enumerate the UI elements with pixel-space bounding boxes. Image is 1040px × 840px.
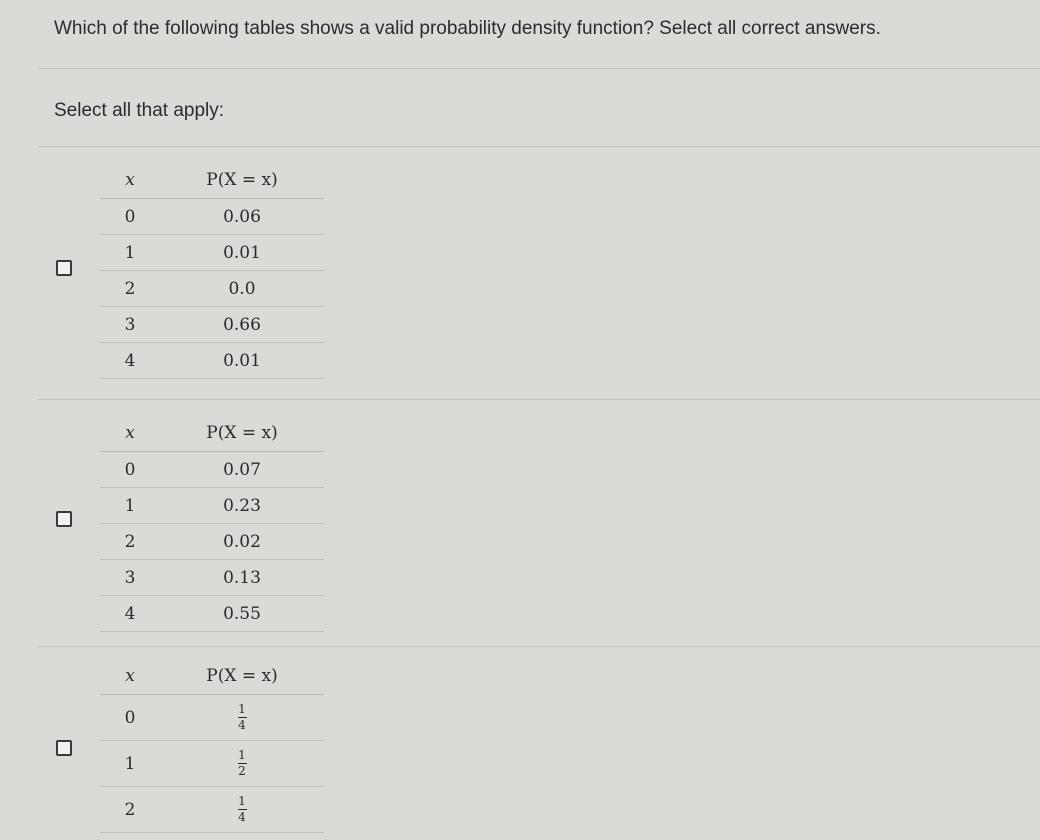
instruction-text: Select all that apply:	[54, 100, 225, 121]
divider	[38, 646, 1040, 647]
fraction-numerator: 1	[238, 702, 246, 716]
header-p: P(X = x)	[160, 415, 324, 452]
fraction-numerator: 1	[238, 748, 246, 762]
answer-option-1[interactable]	[0, 160, 1040, 396]
x-value: 0	[100, 452, 160, 488]
x-value: 4	[100, 343, 160, 379]
p-value: 0.23	[160, 488, 324, 524]
header-p: P(X = x)	[160, 658, 324, 695]
header-x: x	[100, 162, 160, 199]
table-row	[100, 560, 324, 596]
table-row	[100, 524, 324, 560]
fraction-denominator: 4	[238, 718, 246, 732]
table-row	[100, 596, 324, 632]
x-value: 3	[100, 560, 160, 596]
table-row	[100, 307, 324, 343]
x-value: 1	[100, 488, 160, 524]
table-row	[100, 695, 324, 741]
answer-option-2[interactable]	[0, 413, 1040, 645]
p-fraction	[160, 787, 324, 833]
option-1-checkbox[interactable]	[56, 260, 72, 276]
p-value: 0.07	[160, 452, 324, 488]
x-value: 0	[100, 695, 160, 741]
divider	[38, 399, 1040, 400]
answer-option-3[interactable]	[0, 658, 1040, 840]
p-value: 0.66	[160, 307, 324, 343]
p-value: 0.0	[160, 271, 324, 307]
divider	[38, 68, 1040, 69]
x-value: 4	[100, 596, 160, 632]
header-x: x	[100, 415, 160, 452]
option-3-table	[100, 658, 324, 833]
p-value: 0.13	[160, 560, 324, 596]
option-2-table	[100, 415, 324, 632]
fraction-numerator: 1	[238, 794, 246, 808]
x-value: 1	[100, 235, 160, 271]
fraction-denominator: 4	[238, 810, 246, 824]
p-value: 0.55	[160, 596, 324, 632]
question-text: Which of the following tables shows a valid probability density function? Select all correct answers.	[54, 18, 881, 39]
p-value: 0.01	[160, 343, 324, 379]
fraction-denominator: 2	[238, 764, 246, 778]
table-row	[100, 452, 324, 488]
option-3-checkbox[interactable]	[56, 740, 72, 756]
x-value: 1	[100, 741, 160, 787]
option-2-checkbox[interactable]	[56, 511, 72, 527]
x-value: 2	[100, 524, 160, 560]
table-row	[100, 741, 324, 787]
p-fraction	[160, 695, 324, 741]
table-row	[100, 199, 324, 235]
divider	[38, 146, 1040, 147]
header-p: P(X = x)	[160, 162, 324, 199]
table-row	[100, 343, 324, 379]
option-1-table	[100, 162, 324, 379]
p-value: 0.02	[160, 524, 324, 560]
x-value: 2	[100, 271, 160, 307]
table-row	[100, 787, 324, 833]
x-value: 3	[100, 307, 160, 343]
p-value: 0.01	[160, 235, 324, 271]
x-value: 0	[100, 199, 160, 235]
p-fraction	[160, 741, 324, 787]
table-row	[100, 235, 324, 271]
p-value: 0.06	[160, 199, 324, 235]
header-x: x	[100, 658, 160, 695]
table-row	[100, 488, 324, 524]
table-row	[100, 271, 324, 307]
x-value: 2	[100, 787, 160, 833]
